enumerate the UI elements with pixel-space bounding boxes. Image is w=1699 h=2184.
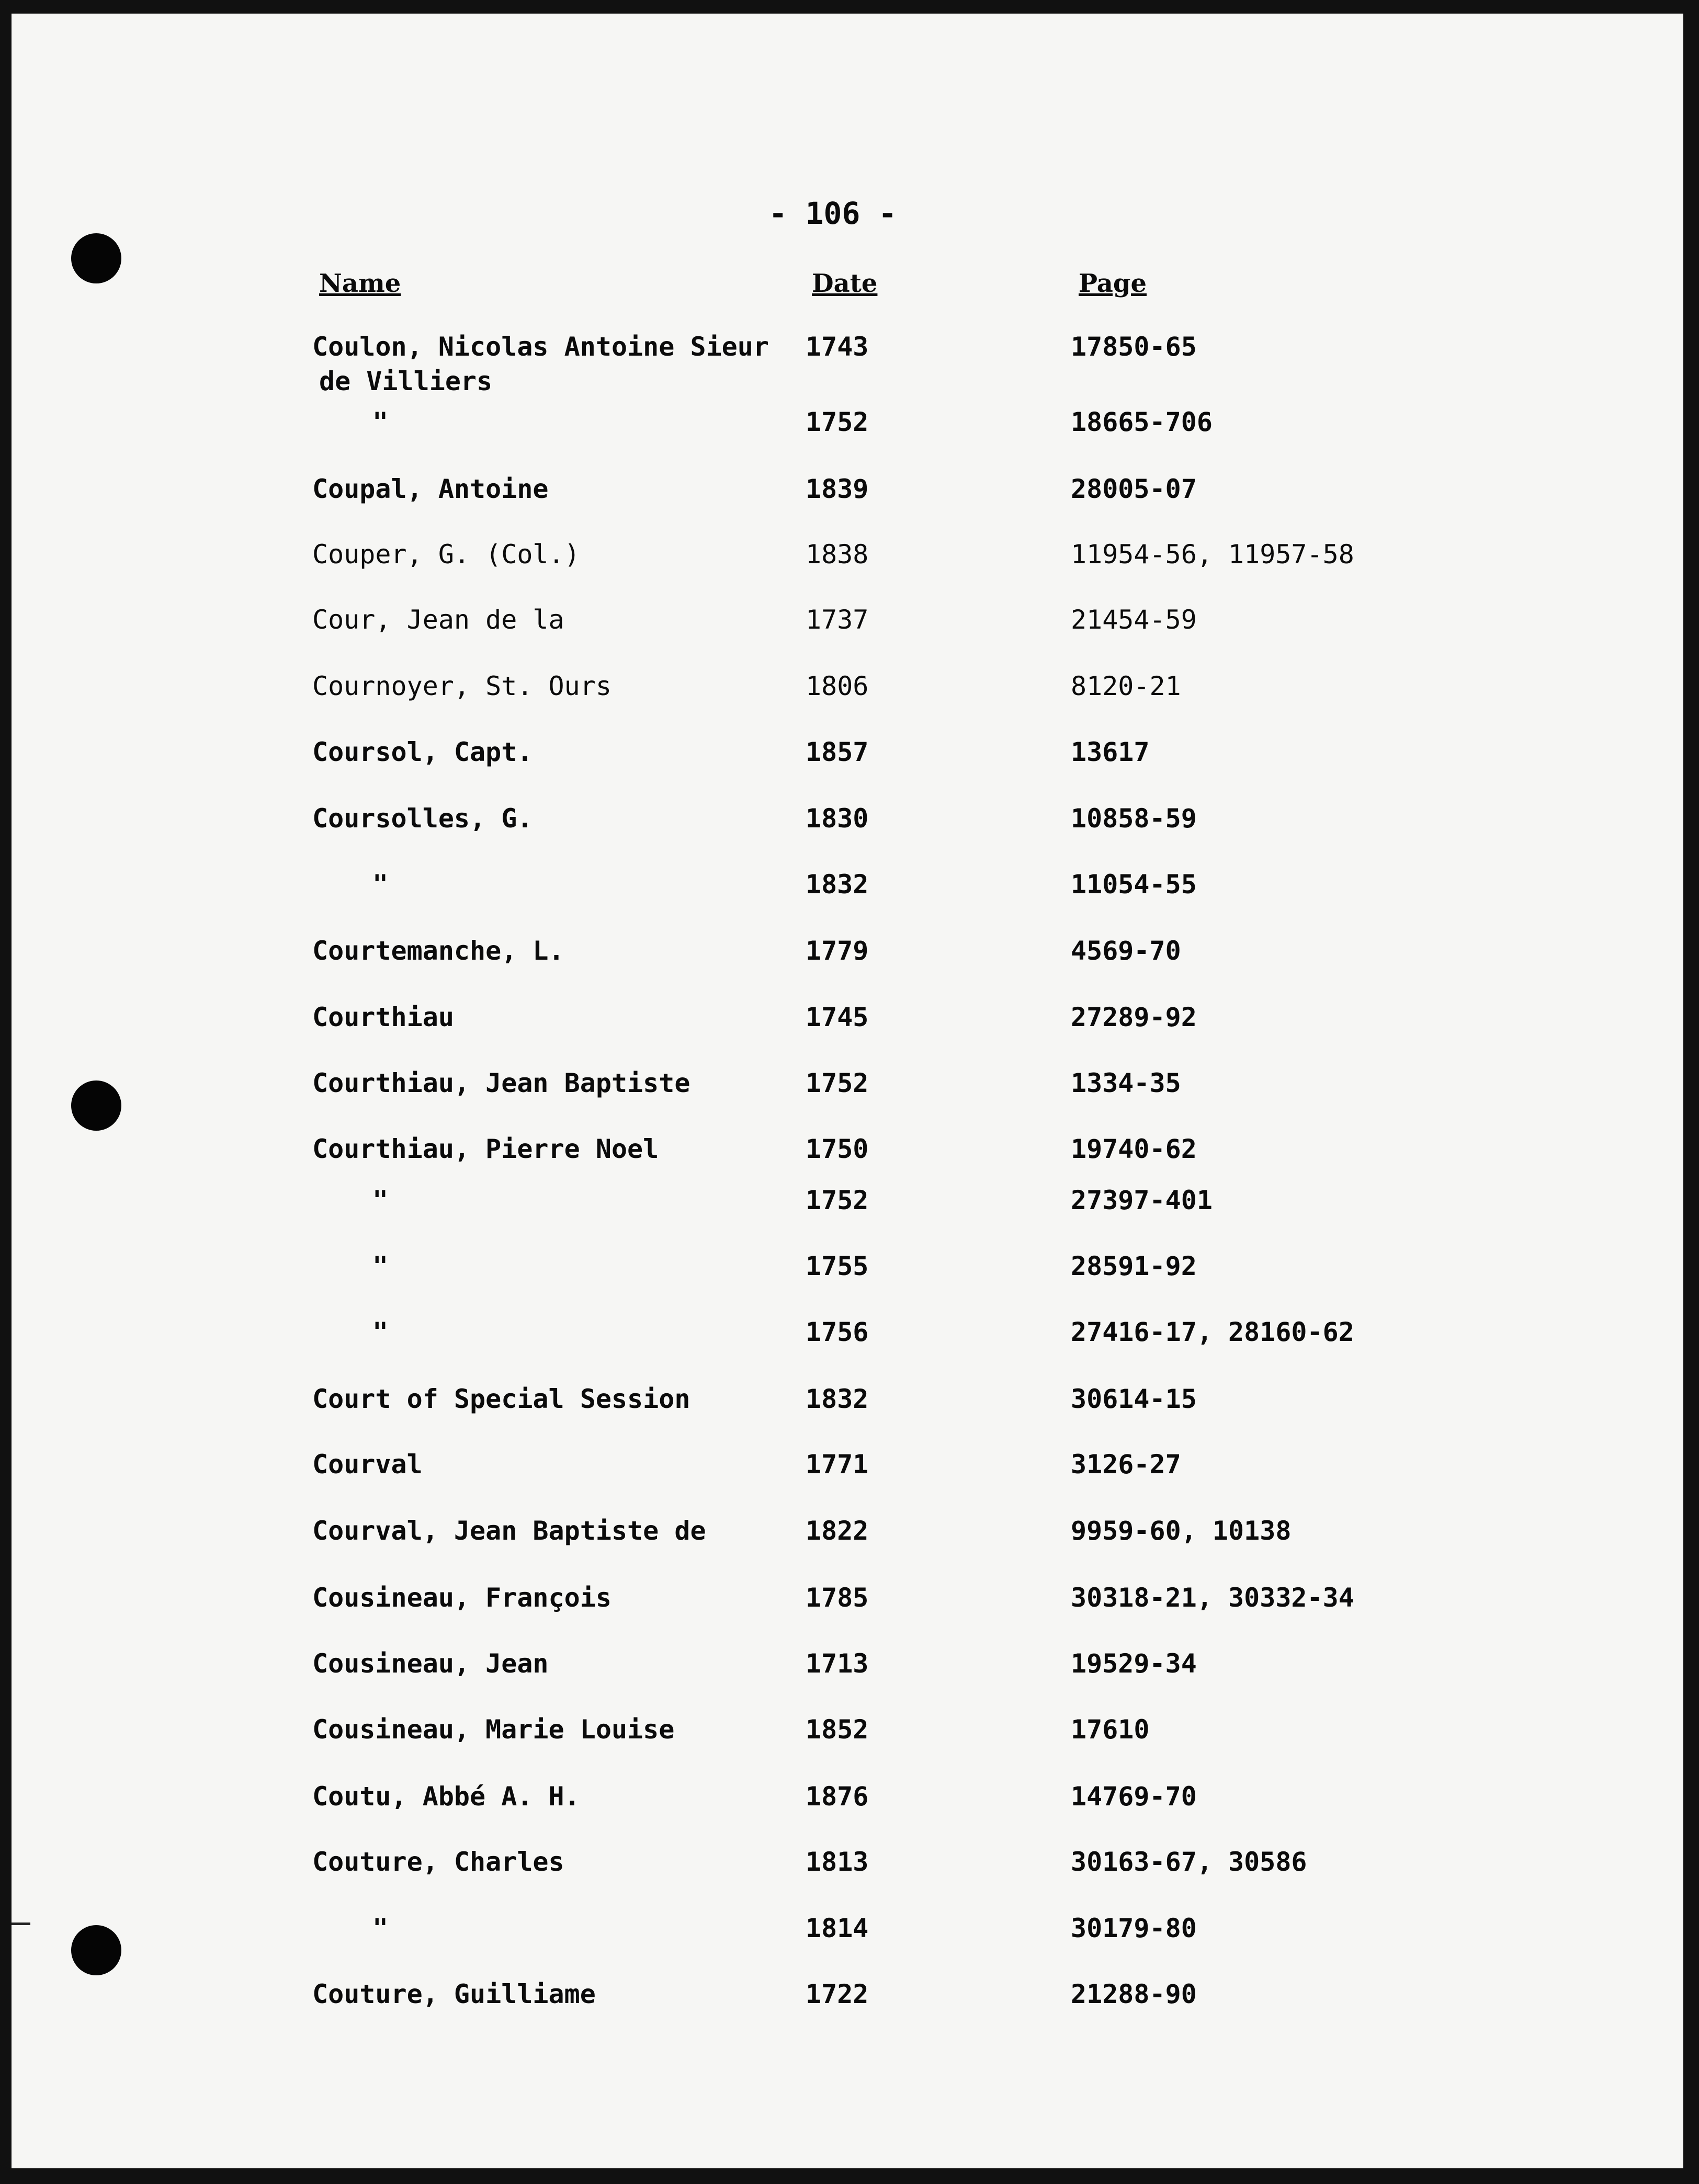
index-row bbox=[12, 1979, 1683, 2016]
entry-date: 1750 bbox=[806, 1134, 869, 1164]
entry-page: 30163-67, 30586 bbox=[1071, 1847, 1307, 1877]
entry-page: 28591-92 bbox=[1071, 1251, 1197, 1281]
entry-page: 21288-90 bbox=[1071, 1979, 1197, 2009]
entry-name: " bbox=[372, 407, 389, 437]
index-row bbox=[12, 1714, 1683, 1751]
entry-date: 1743 bbox=[806, 332, 869, 362]
entry-date: 1755 bbox=[806, 1251, 869, 1281]
entry-name: " bbox=[372, 1251, 389, 1281]
entry-name: Courtemanche, L. bbox=[312, 936, 564, 966]
entry-name: Courthiau, Jean Baptiste bbox=[312, 1068, 690, 1098]
entry-name: Coutu, Abbé A. H. bbox=[312, 1781, 580, 1812]
entry-date: 1832 bbox=[806, 869, 869, 900]
entry-page: 10858-59 bbox=[1071, 803, 1197, 834]
entry-name: Coursolles, G. bbox=[312, 803, 533, 834]
index-row bbox=[12, 803, 1683, 840]
header-name: Name bbox=[319, 269, 401, 298]
entry-date: 1779 bbox=[806, 936, 869, 966]
entry-name: Courthiau, Pierre Noel bbox=[312, 1134, 659, 1164]
index-row bbox=[12, 1516, 1683, 1552]
entry-name: Couture, Guilliame bbox=[312, 1979, 596, 2009]
entry-page: 18665-706 bbox=[1071, 407, 1213, 437]
entry-date: 1830 bbox=[806, 803, 869, 834]
entry-name: Cousineau, François bbox=[312, 1583, 611, 1613]
index-row bbox=[12, 869, 1683, 906]
entry-name: Court of Special Session bbox=[312, 1384, 690, 1414]
entry-date: 1771 bbox=[806, 1449, 869, 1480]
entry-page: 30614-15 bbox=[1071, 1384, 1197, 1414]
entry-date: 1857 bbox=[806, 737, 869, 767]
entry-date: 1752 bbox=[806, 1185, 869, 1215]
entry-page: 9959-60, 10138 bbox=[1071, 1516, 1292, 1546]
entry-date: 1713 bbox=[806, 1648, 869, 1679]
entry-name: Coupal, Antoine bbox=[312, 474, 549, 504]
entry-page: 21454-59 bbox=[1071, 605, 1197, 635]
header-date: Date bbox=[812, 269, 878, 298]
index-row bbox=[12, 1185, 1683, 1222]
entry-page: 11954-56, 11957-58 bbox=[1071, 539, 1354, 570]
entry-date: 1822 bbox=[806, 1516, 869, 1546]
entry-name: Cousineau, Marie Louise bbox=[312, 1714, 675, 1745]
index-row bbox=[12, 1847, 1683, 1883]
entry-date: 1737 bbox=[806, 605, 869, 635]
entry-page: 27416-17, 28160-62 bbox=[1071, 1317, 1354, 1347]
entry-page: 17850-65 bbox=[1071, 332, 1197, 362]
entry-date: 1852 bbox=[806, 1714, 869, 1745]
entry-date: 1722 bbox=[806, 1979, 869, 2009]
entry-name: Coulon, Nicolas Antoine Sieur bbox=[312, 332, 769, 362]
entry-page: 11054-55 bbox=[1071, 869, 1197, 900]
entry-date: 1832 bbox=[806, 1384, 869, 1414]
index-row bbox=[12, 737, 1683, 774]
index-row bbox=[12, 671, 1683, 708]
index-row bbox=[12, 1648, 1683, 1685]
entry-date: 1745 bbox=[806, 1002, 869, 1032]
index-row bbox=[12, 474, 1683, 510]
entry-date: 1876 bbox=[806, 1781, 869, 1812]
entry-page: 14769-70 bbox=[1071, 1781, 1197, 1812]
entry-page: 27397-401 bbox=[1071, 1185, 1213, 1215]
index-row bbox=[12, 407, 1683, 443]
index-row bbox=[12, 1781, 1683, 1818]
binder-hole-top bbox=[71, 233, 121, 283]
entry-name: Courval bbox=[312, 1449, 423, 1480]
index-row bbox=[12, 332, 1683, 396]
entry-date: 1752 bbox=[806, 1068, 869, 1098]
entry-name: Cournoyer, St. Ours bbox=[312, 671, 611, 701]
entry-page: 19740-62 bbox=[1071, 1134, 1197, 1164]
entry-page: 1334-35 bbox=[1071, 1068, 1181, 1098]
entry-name: Cour, Jean de la bbox=[312, 605, 564, 635]
index-row bbox=[12, 936, 1683, 972]
entry-name: " bbox=[372, 1185, 389, 1215]
entry-name: " bbox=[372, 1317, 389, 1347]
entry-name: Courval, Jean Baptiste de bbox=[312, 1516, 706, 1546]
index-row bbox=[12, 1134, 1683, 1170]
header-page: Page bbox=[1079, 269, 1147, 298]
index-row bbox=[12, 1913, 1683, 1950]
entry-date: 1756 bbox=[806, 1317, 869, 1347]
entry-date: 1813 bbox=[806, 1847, 869, 1877]
entry-page: 19529-34 bbox=[1071, 1648, 1197, 1679]
index-row bbox=[12, 1449, 1683, 1486]
index-row bbox=[12, 539, 1683, 576]
document-page bbox=[12, 14, 1683, 2168]
entry-page: 30318-21, 30332-34 bbox=[1071, 1583, 1354, 1613]
entry-page: 17610 bbox=[1071, 1714, 1150, 1745]
entry-date: 1806 bbox=[806, 671, 869, 701]
entry-date: 1838 bbox=[806, 539, 869, 570]
entry-page: 30179-80 bbox=[1071, 1913, 1197, 1943]
index-row bbox=[12, 1251, 1683, 1288]
entry-date: 1814 bbox=[806, 1913, 869, 1943]
index-row bbox=[12, 1583, 1683, 1619]
index-row bbox=[12, 1002, 1683, 1039]
entry-page: 4569-70 bbox=[1071, 936, 1181, 966]
page-number: - 106 - bbox=[768, 196, 897, 231]
entry-page: 28005-07 bbox=[1071, 474, 1197, 504]
entry-date: 1785 bbox=[806, 1583, 869, 1613]
index-row bbox=[12, 1317, 1683, 1353]
index-row bbox=[12, 605, 1683, 641]
entry-date: 1752 bbox=[806, 407, 869, 437]
entry-name: Courthiau bbox=[312, 1002, 454, 1032]
entry-name: Coursol, Capt. bbox=[312, 737, 533, 767]
entry-page: 3126-27 bbox=[1071, 1449, 1181, 1480]
entry-name: Couper, G. (Col.) bbox=[312, 539, 580, 570]
entry-date: 1839 bbox=[806, 474, 869, 504]
entry-page: 8120-21 bbox=[1071, 671, 1181, 701]
index-row bbox=[12, 1384, 1683, 1420]
entry-page: 13617 bbox=[1071, 737, 1150, 767]
entry-page: 27289-92 bbox=[1071, 1002, 1197, 1032]
entry-name-continued: de Villiers bbox=[319, 366, 493, 396]
entry-name: " bbox=[372, 1913, 389, 1943]
entry-name: Cousineau, Jean bbox=[312, 1648, 549, 1679]
entry-name: Couture, Charles bbox=[312, 1847, 564, 1877]
entry-name: " bbox=[372, 869, 389, 900]
index-row bbox=[12, 1068, 1683, 1105]
